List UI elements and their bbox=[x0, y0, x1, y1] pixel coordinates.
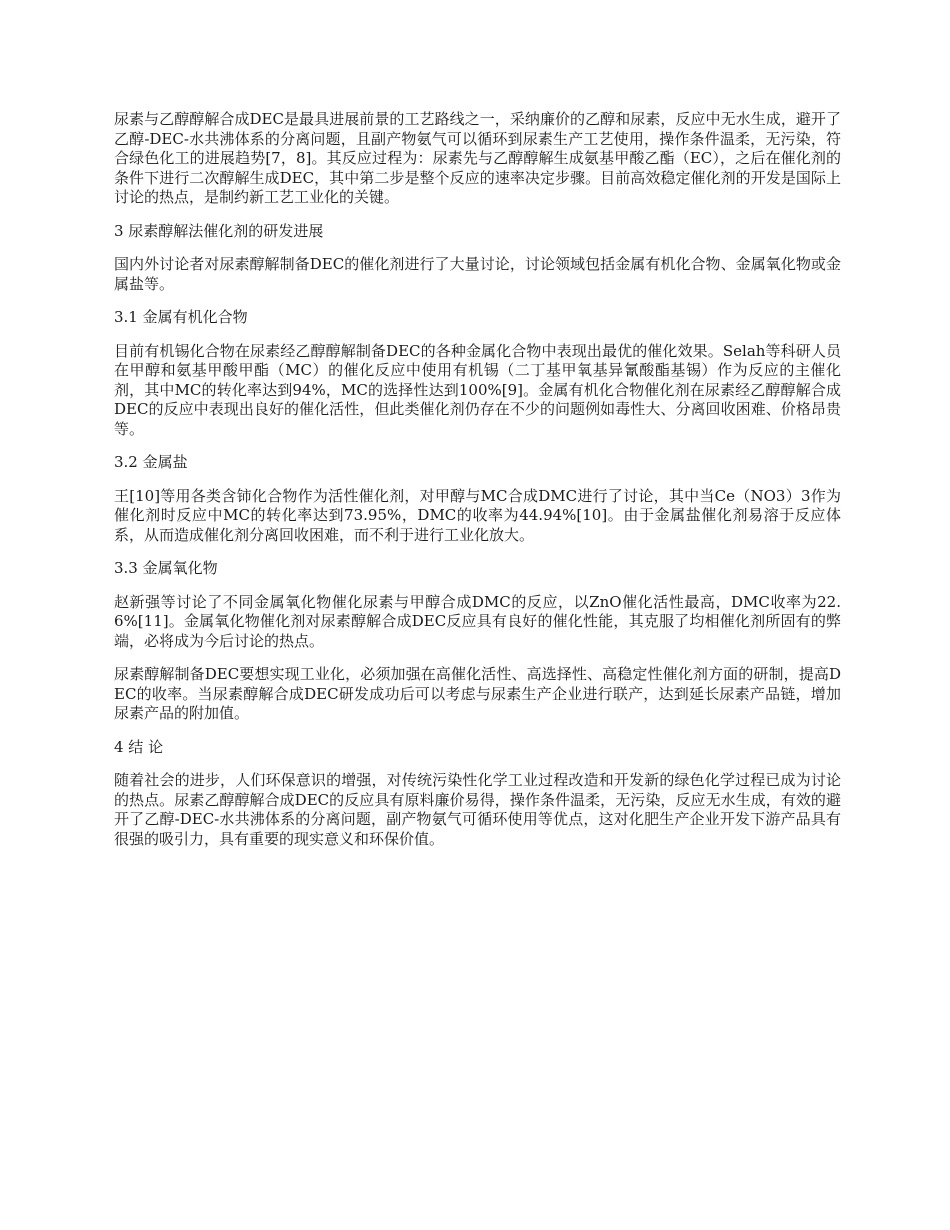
section-heading-3: 3 尿素醇解法催化剂的研发进展 bbox=[114, 221, 324, 240]
intro-paragraph: 尿素与乙醇醇解合成DEC是最具进展前景的工艺路线之一，采纳廉价的乙醇和尿素，反应中无水生成，避开了乙醇-DEC-水共沸体系的分离问题，且副产物氨气可以循环到尿素生产工艺使用，操作条件温柔，无污染，符合绿色化工的进展趋势[7，8]。其反应过程为：尿素先与乙醇醇解生成氨基甲酸乙酯（EC），之后在催化剂的条件下进行二次醇解生成DEC，其中第二步是整个反应的速率决定步骤。目前高效稳定催化剂的开发是国际上讨论的热点，是制约新工艺工业化的关键。 bbox=[114, 110, 841, 206]
section-heading-4: 4 结 论 bbox=[114, 737, 164, 756]
subsection-heading-3-2: 3.2 金属盐 bbox=[114, 453, 188, 471]
document-page bbox=[114, 110, 841, 863]
subsection-3-1-paragraph: 目前有机锡化合物在尿素经乙醇醇解制备DEC的各种金属化合物中表现出最优的催化效果。Selah等科研人员在甲醇和氨基甲酸甲酯（MC）的催化反应中使用有机锡（二丁基甲氧基异氰酸酯基锡）作为反应的主催化剂，其中MC的转化率达到94%，MC的选择性达到100%[9]。金属有机化合物催化剂在尿素经乙醇醇解合成DEC的反应中表现出良好的催化活性，但此类催化剂仍存在不少的问题例如毒性大、分离回收困难、价格昂贵等。 bbox=[114, 341, 841, 438]
subsection-3-3-paragraph: 赵新强等讨论了不同金属氧化物催化尿素与甲醇合成DMC的反应，以ZnO催化活性最高，DMC收率为22.6%[11]。金属氧化物催化剂对尿素醇解合成DEC反应具有良好的催化性能，其克服了均相催化剂所固有的弊端，必将成为今后讨论的热点。 bbox=[114, 592, 841, 650]
subsection-heading-3-1: 3.1 金属有机化合物 bbox=[114, 308, 248, 326]
subsection-3-3-paragraph-2: 尿素醇解制备DEC要想实现工业化，必须加强在高催化活性、高选择性、高稳定性催化剂方面的研制，提高DEC的收率。当尿素醇解合成DEC研发成功后可以考虑与尿素生产企业进行联产，达到延长尿素产品链，增加尿素产品的附加值。 bbox=[114, 665, 841, 722]
section-3-paragraph: 国内外讨论者对尿素醇解制备DEC的催化剂进行了大量讨论，讨论领域包括金属有机化合物、金属氧化物或金属盐等。 bbox=[114, 255, 841, 293]
subsection-3-2-paragraph: 王[10]等用各类含铈化合物作为活性催化剂，对甲醇与MC合成DMC进行了讨论，其中当Ce（NO3）3作为催化剂时反应中MC的转化率达到73.95%，DMC的收率为44.94%[10]。由于金属盐催化剂易溶于反应体系，从而造成催化剂分离回收困难，而不利于进行工业化放大。 bbox=[114, 486, 841, 544]
conclusion-paragraph: 随着社会的进步，人们环保意识的增强，对传统污染性化学工业过程改造和开发新的绿色化学过程已成为讨论的热点。尿素乙醇醇解合成DEC的反应具有原料廉价易得，操作条件温柔，无污染，反应无水生成，有效的避开了乙醇-DEC-水共沸体系的分离问题，副产物氨气可循环使用等优点，这对化肥生产企业开发下游产品具有很强的吸引力，具有重要的现实意义和环保价值。 bbox=[114, 771, 841, 848]
subsection-heading-3-3: 3.3 金属氧化物 bbox=[114, 559, 218, 577]
